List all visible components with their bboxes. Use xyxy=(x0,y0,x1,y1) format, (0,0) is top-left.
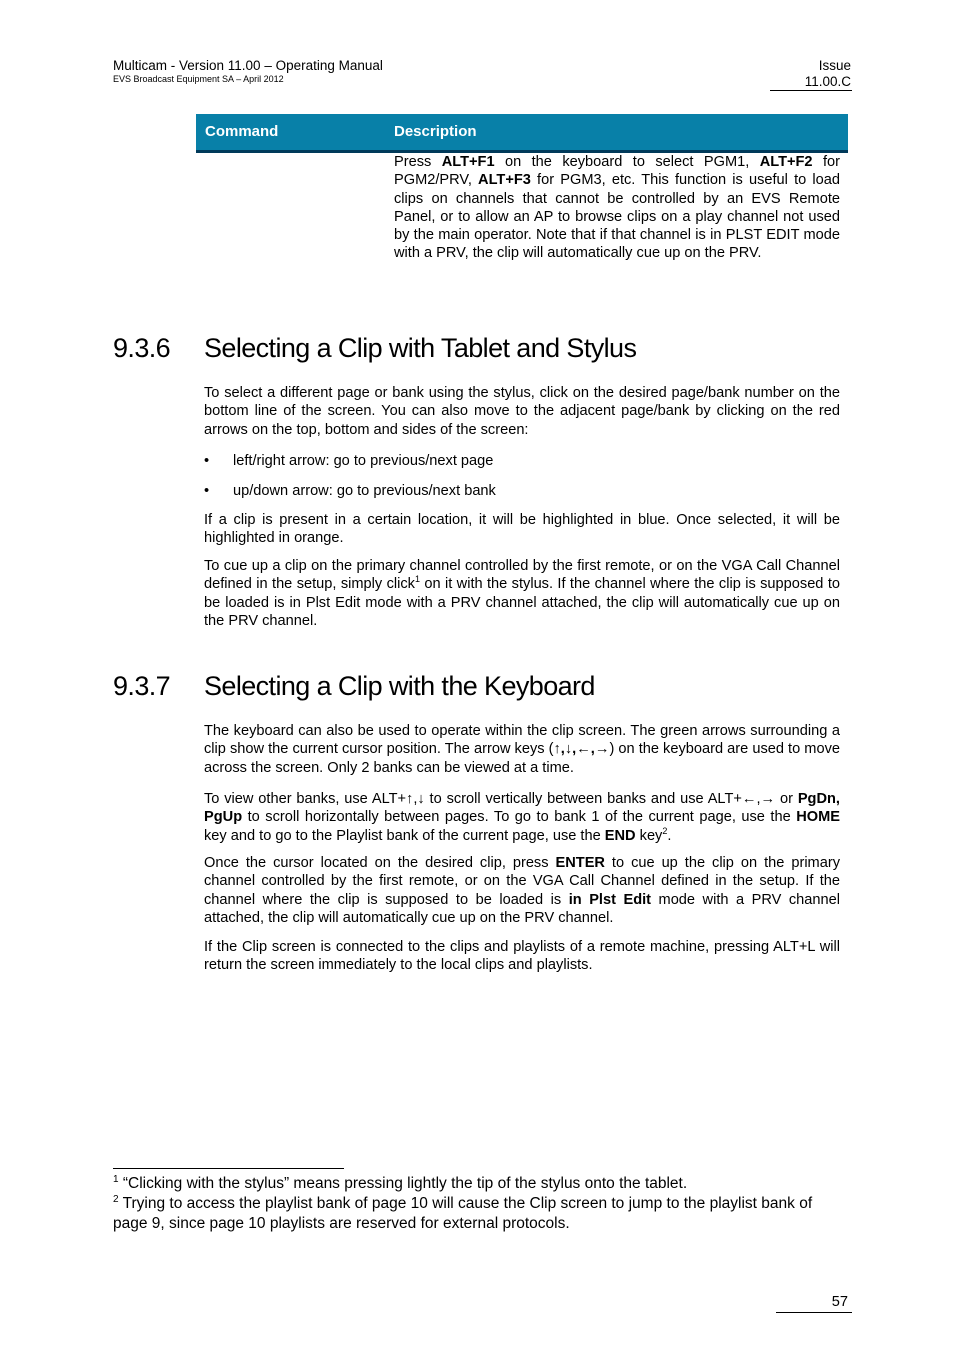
footnote: $^2$ Trying to access the playlist bank of page 10 will cause the Clip screen to jump to the playlist bank of page 9, since page 10 playlists are reserved for external protocols. xyxy=(113,1193,813,1232)
section-heading-936 xyxy=(113,333,636,364)
section-number: 9.3.6 xyxy=(113,333,171,363)
manual-title: Multicam - Version 11.00 – Operating Manual xyxy=(113,58,383,73)
publisher-line: EVS Broadcast Equipment SA – April 2012 xyxy=(113,74,284,84)
paragraph: If a clip is present in a certain location, it will be highlighted in blue. Once selected, it will be highlighted in orange. xyxy=(204,512,840,547)
paragraph: To view other banks, use ALT+↑,↓ to scroll vertically between banks and use ALT+←,→ or PgDn, PgUp to scroll horizontally between pages. To go to bank 1 of the current page, use the HOME key and to go to the Playlist bank of the current page, use the END key$^2$. xyxy=(204,791,840,844)
paragraph: The keyboard can also be used to operate within the clip screen. The green arrows surrounding a clip show the current cursor position. The arrow keys (↑,↓,←,→) on the keyboard are used to move across the screen. Only 2 banks can be viewed at a time. xyxy=(204,723,840,776)
footnote-ref[interactable]: 1 xyxy=(414,574,420,585)
section-title: Selecting a Clip with the Keyboard xyxy=(204,671,595,701)
column-header-command: Command xyxy=(205,123,279,140)
page-number: 57 xyxy=(831,1294,848,1310)
header-rule xyxy=(770,90,852,91)
footnote-ref[interactable]: 2 xyxy=(662,825,668,836)
section-number: 9.3.7 xyxy=(113,671,171,701)
column-header-description: Description xyxy=(394,123,477,140)
paragraph: To select a different page or bank using the stylus, click on the desired page/bank number on the bottom line of the screen. You can also move to the adjacent page/bank by clicking on the red arrows on the top, bottom and sides of the screen: xyxy=(204,385,840,438)
section-title: Selecting a Clip with Tablet and Stylus xyxy=(204,333,637,363)
bullet-icon: • xyxy=(204,453,210,469)
footnote-rule xyxy=(113,1168,344,1169)
footnote: $^1$ “Clicking with the stylus” means pressing lightly the tip of the stylus onto the tablet. xyxy=(113,1173,688,1192)
table-header xyxy=(196,114,848,153)
issue-label: Issue xyxy=(818,58,851,73)
section-heading-937 xyxy=(113,671,595,702)
paragraph: To cue up a clip on the primary channel controlled by the first remote, or on the VGA Call Channel defined in the setup, simply click$^1$ on it with the stylus. If the channel where the clip is supposed to be loaded is in Plst Edit mode with a PRV channel attached, the clip will automatically cue up on the PRV channel. xyxy=(204,558,840,629)
bullet-icon: • xyxy=(204,483,210,499)
paragraph: Once the cursor located on the desired clip, press ENTER to cue up the clip on the primary channel controlled by the first remote, or on the VGA Call Channel defined in the setup. If the channel where the clip is supposed to be loaded is in Plst Edit mode with a PRV channel attached, the clip will automatically cue up on the PRV channel. xyxy=(204,855,840,926)
page-number-rule xyxy=(776,1312,852,1313)
paragraph: If the Clip screen is connected to the clips and playlists of a remote machine, pressing ALT+L will return the screen immediately to the local clips and playlists. xyxy=(204,939,840,974)
issue-number: 11.00.C xyxy=(804,74,851,89)
table-cell-description: Press ALT+F1 on the keyboard to select PGM1, ALT+F2 for PGM2/PRV, ALT+F3 for PGM3, etc. This function is useful to load clips on channels that cannot be controlled by an EVS Remote Panel, or to allow an AP to browse clips on a play channel not used by the main operator. Note that if that channel is in PLST EDIT mode with a PRV, the clip will automatically cue up on the PRV. xyxy=(394,154,840,262)
